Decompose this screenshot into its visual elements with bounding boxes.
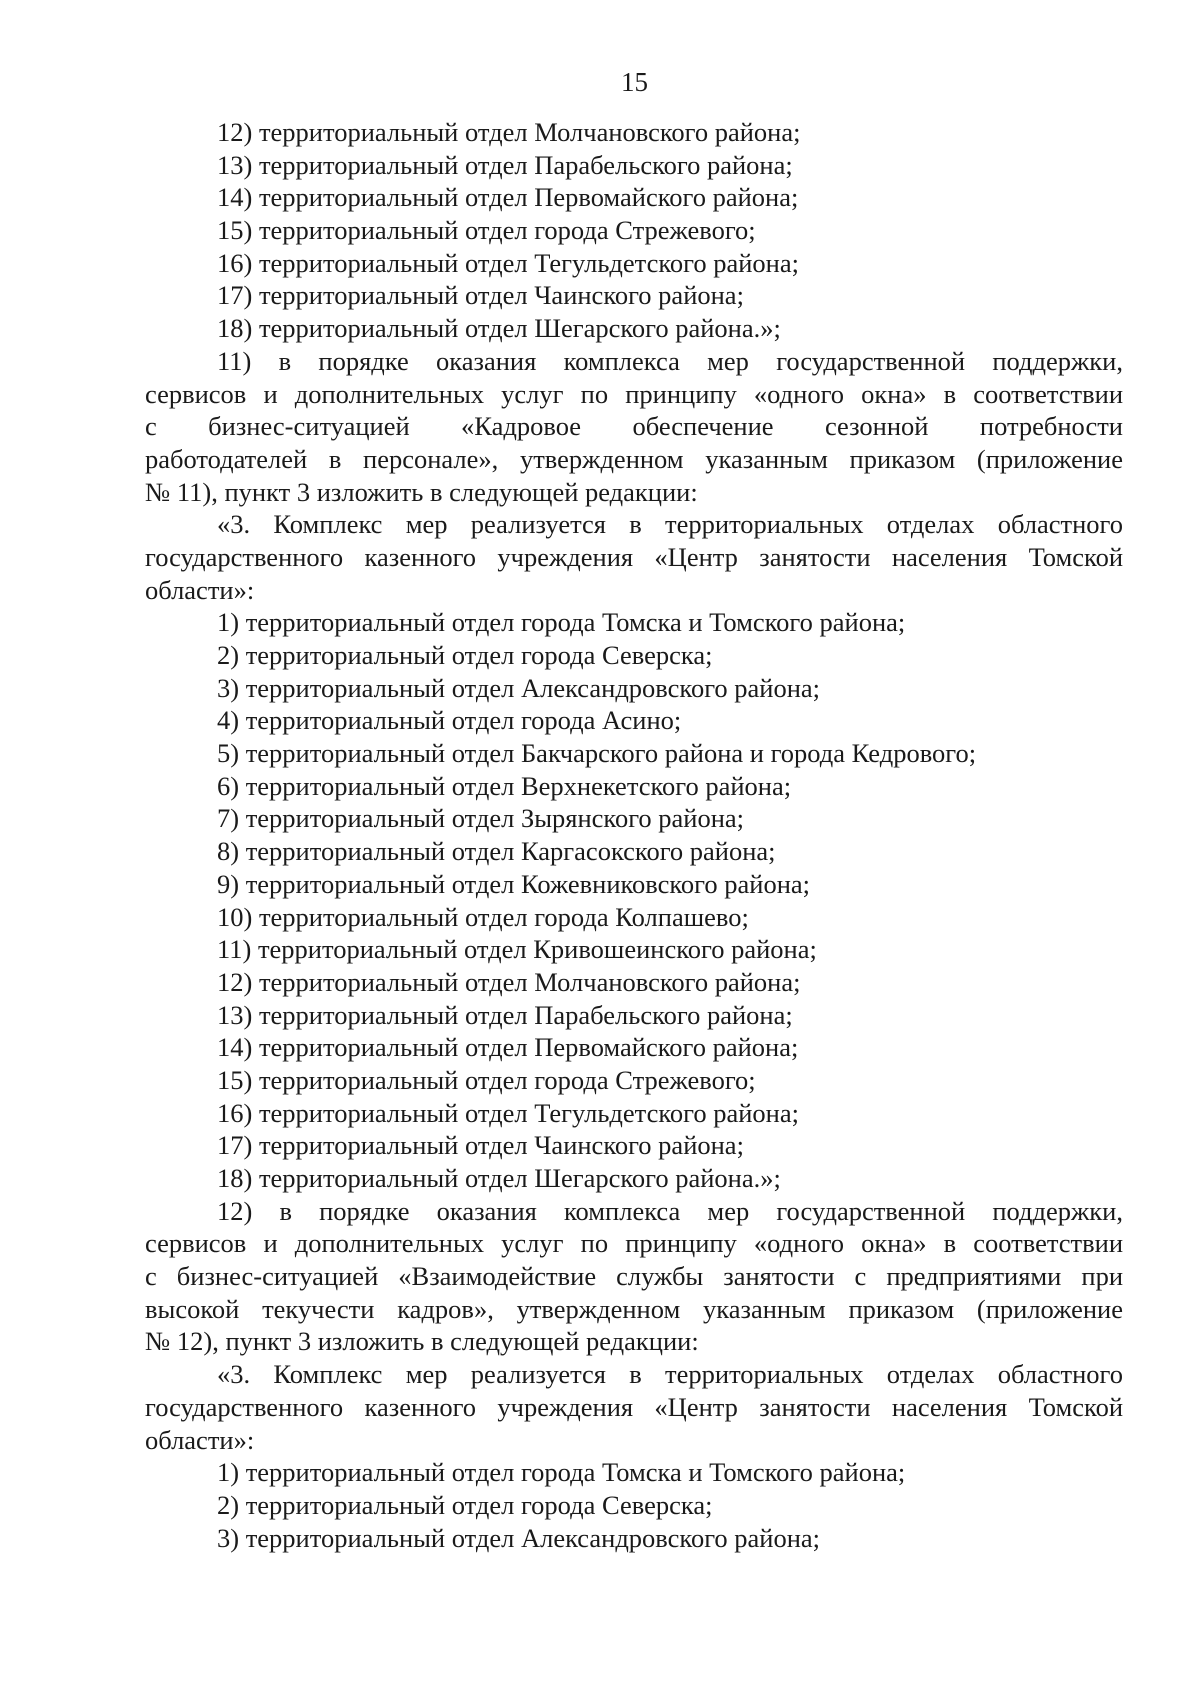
text-line: 3) территориальный отдел Александровского района; xyxy=(217,1522,821,1553)
text-line: 1) территориальный отдел города Томска и Томского района; xyxy=(217,1457,906,1488)
text-line: 16) территориальный отдел Тегульдетского района; xyxy=(217,1097,799,1128)
text-line: «3. Комплекс мер реализуется в территориальных отделах областного xyxy=(217,1359,1123,1390)
text-line: 4) территориальный отдел города Асино; xyxy=(217,705,682,736)
text-line: высокой текучести кадров», утвержденном указанным приказом (приложение xyxy=(145,1293,1123,1324)
text-line: «3. Комплекс мер реализуется в территориальных отделах областного xyxy=(217,509,1123,540)
text-line: 2) территориальный отдел города Северска; xyxy=(217,640,713,670)
text-line: 15) территориальный отдел города Стрежевого; xyxy=(217,215,756,246)
text-line: 6) территориальный отдел Верхнекетского района; xyxy=(217,770,792,801)
text-line: 16) территориальный отдел Тегульдетского района; xyxy=(217,247,799,278)
document-body xyxy=(145,116,1123,1554)
text-line: работодателей в персонале», утвержденном указанным приказом (приложение xyxy=(145,443,1123,474)
text-line: 13) территориальный отдел Парабельского района; xyxy=(217,999,793,1030)
text-line: № 11), пункт 3 изложить в следующей редакции: xyxy=(145,476,698,507)
text-line: сервисов и дополнительных услуг по принципу «одного окна» в соответствии xyxy=(145,378,1123,409)
text-line: 11) в порядке оказания комплекса мер государственной поддержки, xyxy=(217,345,1123,376)
text-line: 18) территориальный отдел Шегарского района.»; xyxy=(217,313,781,344)
page-number: 15 xyxy=(621,67,648,97)
text-line: сервисов и дополнительных услуг по принципу «одного окна» в соответствии xyxy=(145,1228,1123,1259)
text-line: 14) территориальный отдел Первомайского района; xyxy=(217,182,799,213)
text-line: 18) территориальный отдел Шегарского района.»; xyxy=(217,1163,781,1193)
text-line: 17) территориальный отдел Чаинского района; xyxy=(217,1130,744,1161)
text-line: с бизнес-ситуацией «Кадровое обеспечение сезонной потребности xyxy=(145,411,1123,442)
text-line: области»: xyxy=(145,1424,255,1455)
text-line: 14) территориальный отдел Первомайского района; xyxy=(217,1032,799,1063)
text-line: 15) территориальный отдел города Стрежевого; xyxy=(217,1064,756,1095)
text-line: 9) территориальный отдел Кожевниковского района; xyxy=(217,868,811,899)
text-line: 13) территориальный отдел Парабельского района; xyxy=(217,149,793,180)
text-line: 3) территориальный отдел Александровского района; xyxy=(217,672,821,703)
text-line: 5) территориальный отдел Бакчарского района и города Кедрового; xyxy=(217,738,977,769)
text-line: 12) в порядке оказания комплекса мер государственной поддержки, xyxy=(217,1195,1123,1226)
text-line: 11) территориальный отдел Кривошеинского района; xyxy=(217,934,817,965)
text-line: государственного казенного учреждения «Центр занятости населения Томской xyxy=(145,1391,1123,1422)
text-line: 12) территориальный отдел Молчановского района; xyxy=(217,117,801,147)
text-line: с бизнес-ситуацией «Взаимодействие службы занятости с предприятиями при xyxy=(145,1261,1123,1292)
text-line: 1) территориальный отдел города Томска и Томского района; xyxy=(217,607,906,638)
text-line: 17) территориальный отдел Чаинского района; xyxy=(217,280,744,311)
text-line: 12) территориальный отдел Молчановского района; xyxy=(217,966,801,997)
text-line: государственного казенного учреждения «Центр занятости населения Томской xyxy=(145,541,1123,572)
text-line: 2) территориальный отдел города Северска; xyxy=(217,1489,713,1520)
text-line: 7) территориальный отдел Зырянского района; xyxy=(217,803,745,834)
text-line: 10) территориальный отдел города Колпашево; xyxy=(217,901,749,932)
text-line: области»: xyxy=(145,574,255,605)
text-line: № 12), пункт 3 изложить в следующей редакции: xyxy=(145,1326,699,1357)
text-line: 8) территориальный отдел Каргасокского района; xyxy=(217,836,776,867)
